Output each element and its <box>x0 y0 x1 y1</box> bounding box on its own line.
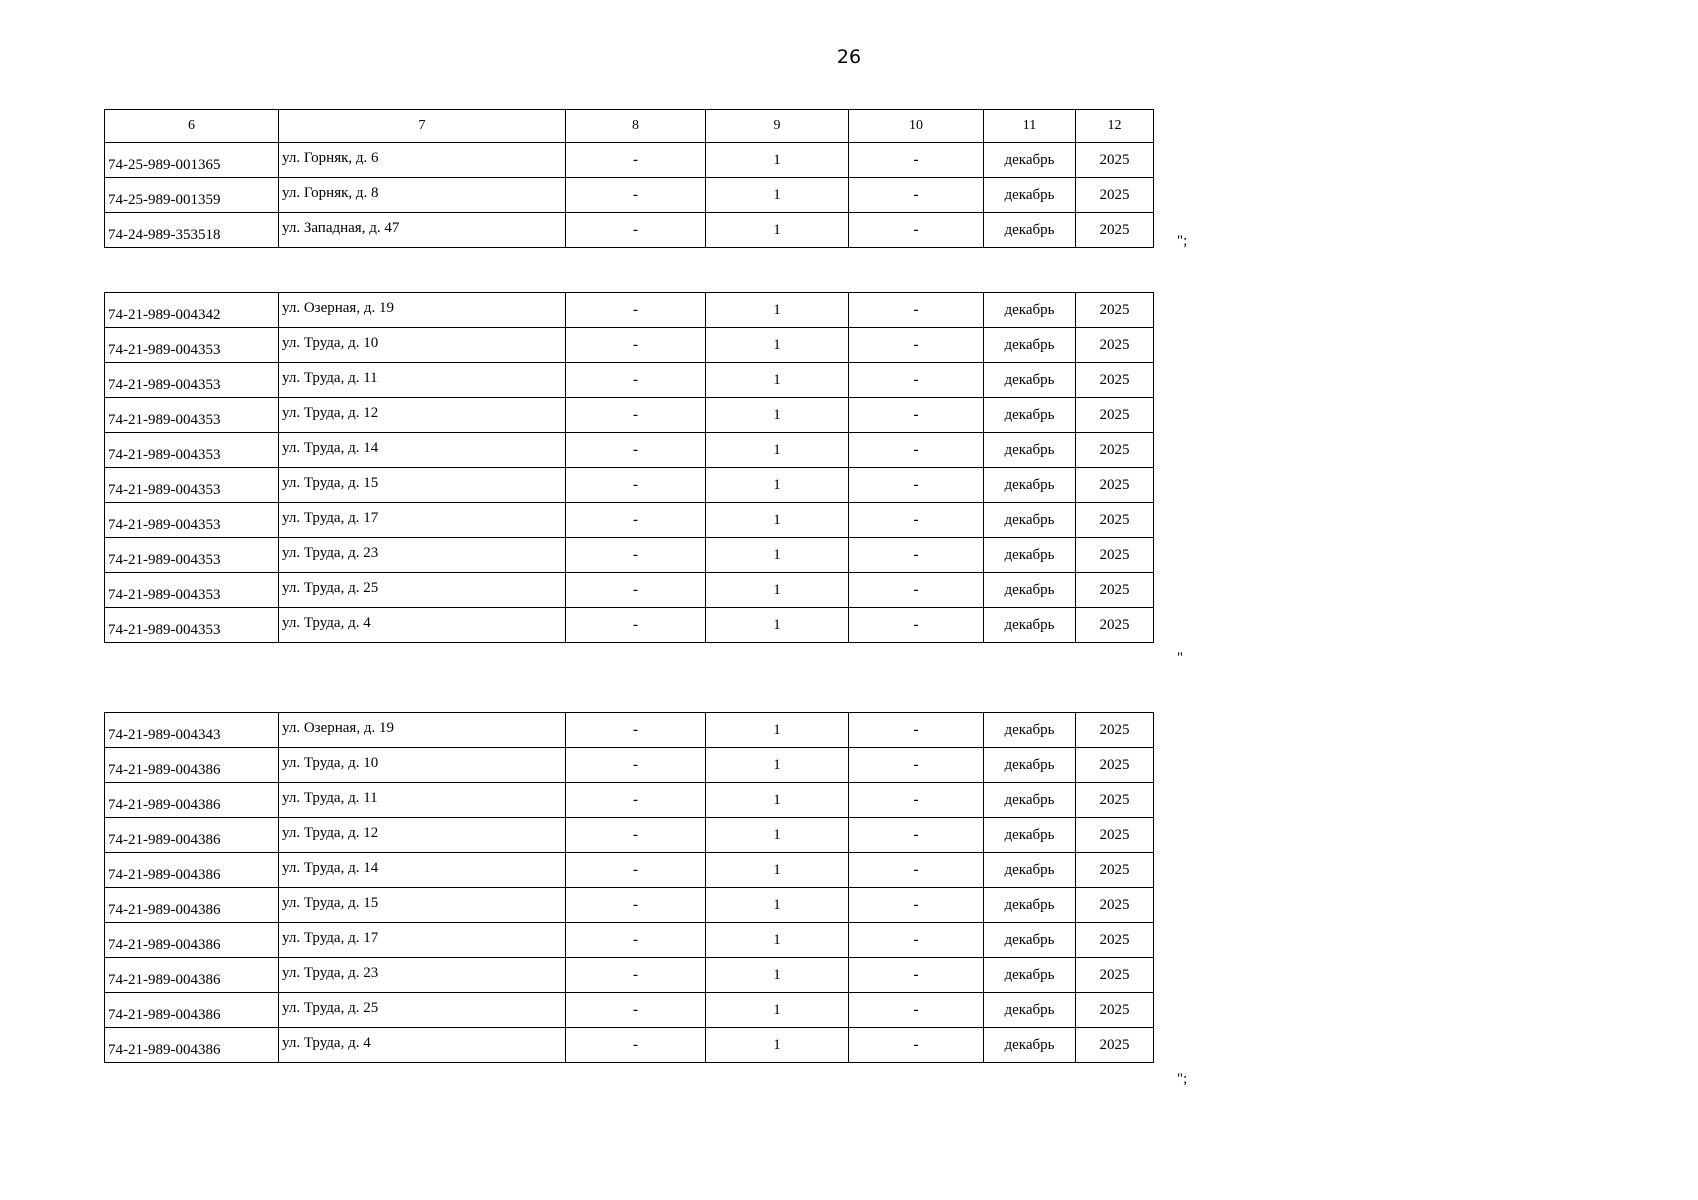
month-cell: декабрь <box>984 853 1076 888</box>
cadastral-number-cell: 74-21-989-004353 <box>105 398 279 433</box>
address-cell: ул. Труда, д. 17 <box>279 503 566 538</box>
cadastral-number-cell: 74-25-989-001359 <box>105 178 279 213</box>
column-9-cell: 1 <box>706 713 849 748</box>
column-9-cell: 1 <box>706 993 849 1028</box>
column-10-cell: - <box>849 853 984 888</box>
month-cell: декабрь <box>984 958 1076 993</box>
month-cell: декабрь <box>984 993 1076 1028</box>
cadastral-number-cell: 74-21-989-004386 <box>105 1028 279 1063</box>
column-10-cell: - <box>849 398 984 433</box>
column-9-cell: 1 <box>706 923 849 958</box>
year-cell: 2025 <box>1076 783 1154 818</box>
year-cell: 2025 <box>1076 328 1154 363</box>
page-number: 26 <box>836 46 862 68</box>
month-cell: декабрь <box>984 213 1076 248</box>
address-cell: ул. Труда, д. 25 <box>279 573 566 608</box>
year-cell: 2025 <box>1076 853 1154 888</box>
cadastral-number-cell: 74-21-989-004353 <box>105 538 279 573</box>
column-8-cell: - <box>566 573 706 608</box>
column-8-cell: - <box>566 328 706 363</box>
address-cell: ул. Труда, д. 12 <box>279 398 566 433</box>
column-number-header: 7 <box>279 110 566 143</box>
month-cell: декабрь <box>984 608 1076 643</box>
year-cell: 2025 <box>1076 888 1154 923</box>
table-row <box>105 783 1154 818</box>
address-cell: ул. Труда, д. 14 <box>279 433 566 468</box>
column-9-cell: 1 <box>706 213 849 248</box>
table-row <box>105 468 1154 503</box>
address-cell: ул. Западная, д. 47 <box>279 213 566 248</box>
year-cell: 2025 <box>1076 923 1154 958</box>
month-cell: декабрь <box>984 923 1076 958</box>
month-cell: декабрь <box>984 888 1076 923</box>
column-8-cell: - <box>566 433 706 468</box>
column-9-cell: 1 <box>706 783 849 818</box>
month-cell: декабрь <box>984 503 1076 538</box>
column-10-cell: - <box>849 143 984 178</box>
column-10-cell: - <box>849 608 984 643</box>
year-cell: 2025 <box>1076 1028 1154 1063</box>
column-number-header: 10 <box>849 110 984 143</box>
column-8-cell: - <box>566 923 706 958</box>
cadastral-number-cell: 74-21-989-004386 <box>105 958 279 993</box>
column-9-cell: 1 <box>706 573 849 608</box>
month-cell: декабрь <box>984 178 1076 213</box>
column-number-header: 12 <box>1076 110 1154 143</box>
year-cell: 2025 <box>1076 213 1154 248</box>
cadastral-number-cell: 74-21-989-004353 <box>105 363 279 398</box>
year-cell: 2025 <box>1076 608 1154 643</box>
column-9-cell: 1 <box>706 748 849 783</box>
column-10-cell: - <box>849 213 984 248</box>
table-row <box>105 293 1154 328</box>
column-10-cell: - <box>849 573 984 608</box>
month-cell: декабрь <box>984 328 1076 363</box>
year-cell: 2025 <box>1076 178 1154 213</box>
table-row <box>105 573 1154 608</box>
column-8-cell: - <box>566 1028 706 1063</box>
cadastral-number-cell: 74-21-989-004386 <box>105 923 279 958</box>
column-9-cell: 1 <box>706 608 849 643</box>
table-row <box>105 818 1154 853</box>
closing-quote-mark: "; <box>1177 233 1188 249</box>
month-cell: декабрь <box>984 713 1076 748</box>
column-10-cell: - <box>849 293 984 328</box>
column-8-cell: - <box>566 178 706 213</box>
table-row <box>105 503 1154 538</box>
cadastral-number-cell: 74-21-989-004353 <box>105 328 279 363</box>
cadastral-number-cell: 74-21-989-004386 <box>105 748 279 783</box>
cadastral-number-cell: 74-21-989-004353 <box>105 433 279 468</box>
cadastral-number-cell: 74-21-989-004386 <box>105 818 279 853</box>
year-cell: 2025 <box>1076 573 1154 608</box>
column-9-cell: 1 <box>706 538 849 573</box>
year-cell: 2025 <box>1076 818 1154 853</box>
schedule-table-2 <box>104 292 1154 643</box>
column-8-cell: - <box>566 888 706 923</box>
column-10-cell: - <box>849 468 984 503</box>
month-cell: декабрь <box>984 748 1076 783</box>
month-cell: декабрь <box>984 1028 1076 1063</box>
year-cell: 2025 <box>1076 398 1154 433</box>
table-row <box>105 608 1154 643</box>
year-cell: 2025 <box>1076 468 1154 503</box>
column-10-cell: - <box>849 1028 984 1063</box>
address-cell: ул. Озерная, д. 19 <box>279 293 566 328</box>
column-9-cell: 1 <box>706 328 849 363</box>
month-cell: декабрь <box>984 538 1076 573</box>
address-cell: ул. Труда, д. 4 <box>279 1028 566 1063</box>
year-cell: 2025 <box>1076 433 1154 468</box>
month-cell: декабрь <box>984 433 1076 468</box>
table-row <box>105 888 1154 923</box>
table-row <box>105 1028 1154 1063</box>
column-number-header: 6 <box>105 110 279 143</box>
column-9-cell: 1 <box>706 143 849 178</box>
address-cell: ул. Труда, д. 4 <box>279 608 566 643</box>
cadastral-number-cell: 74-21-989-004386 <box>105 783 279 818</box>
column-8-cell: - <box>566 293 706 328</box>
address-cell: ул. Труда, д. 25 <box>279 993 566 1028</box>
column-10-cell: - <box>849 328 984 363</box>
table-row <box>105 328 1154 363</box>
cadastral-number-cell: 74-24-989-353518 <box>105 213 279 248</box>
year-cell: 2025 <box>1076 713 1154 748</box>
cadastral-number-cell: 74-21-989-004386 <box>105 888 279 923</box>
header-row <box>105 110 1154 143</box>
column-9-cell: 1 <box>706 398 849 433</box>
column-10-cell: - <box>849 363 984 398</box>
column-10-cell: - <box>849 178 984 213</box>
month-cell: декабрь <box>984 398 1076 433</box>
column-8-cell: - <box>566 993 706 1028</box>
column-8-cell: - <box>566 143 706 178</box>
table-row <box>105 213 1154 248</box>
column-10-cell: - <box>849 538 984 573</box>
address-cell: ул. Труда, д. 11 <box>279 783 566 818</box>
year-cell: 2025 <box>1076 143 1154 178</box>
column-8-cell: - <box>566 213 706 248</box>
column-9-cell: 1 <box>706 468 849 503</box>
column-8-cell: - <box>566 608 706 643</box>
column-9-cell: 1 <box>706 853 849 888</box>
table-row <box>105 853 1154 888</box>
table-row <box>105 713 1154 748</box>
address-cell: ул. Труда, д. 15 <box>279 468 566 503</box>
closing-quote-mark: "; <box>1177 1071 1188 1087</box>
address-cell: ул. Горняк, д. 6 <box>279 143 566 178</box>
column-8-cell: - <box>566 538 706 573</box>
table-row <box>105 993 1154 1028</box>
address-cell: ул. Труда, д. 17 <box>279 923 566 958</box>
column-9-cell: 1 <box>706 888 849 923</box>
column-8-cell: - <box>566 748 706 783</box>
address-cell: ул. Труда, д. 23 <box>279 538 566 573</box>
column-8-cell: - <box>566 853 706 888</box>
address-cell: ул. Труда, д. 15 <box>279 888 566 923</box>
column-9-cell: 1 <box>706 1028 849 1063</box>
month-cell: декабрь <box>984 363 1076 398</box>
address-cell: ул. Труда, д. 12 <box>279 818 566 853</box>
month-cell: декабрь <box>984 818 1076 853</box>
column-number-header: 8 <box>566 110 706 143</box>
column-10-cell: - <box>849 433 984 468</box>
address-cell: ул. Труда, д. 10 <box>279 328 566 363</box>
year-cell: 2025 <box>1076 748 1154 783</box>
table-row <box>105 398 1154 433</box>
column-9-cell: 1 <box>706 503 849 538</box>
column-8-cell: - <box>566 468 706 503</box>
address-cell: ул. Горняк, д. 8 <box>279 178 566 213</box>
cadastral-number-cell: 74-21-989-004353 <box>105 608 279 643</box>
column-9-cell: 1 <box>706 178 849 213</box>
year-cell: 2025 <box>1076 293 1154 328</box>
column-8-cell: - <box>566 503 706 538</box>
year-cell: 2025 <box>1076 503 1154 538</box>
table-row <box>105 748 1154 783</box>
year-cell: 2025 <box>1076 993 1154 1028</box>
column-10-cell: - <box>849 783 984 818</box>
table-row <box>105 958 1154 993</box>
cadastral-number-cell: 74-21-989-004386 <box>105 853 279 888</box>
year-cell: 2025 <box>1076 538 1154 573</box>
address-cell: ул. Труда, д. 11 <box>279 363 566 398</box>
address-cell: ул. Труда, д. 14 <box>279 853 566 888</box>
column-8-cell: - <box>566 783 706 818</box>
cadastral-number-cell: 74-21-989-004353 <box>105 468 279 503</box>
cadastral-number-cell: 74-25-989-001365 <box>105 143 279 178</box>
year-cell: 2025 <box>1076 363 1154 398</box>
address-cell: ул. Труда, д. 10 <box>279 748 566 783</box>
table-row <box>105 433 1154 468</box>
schedule-table-1 <box>104 109 1154 248</box>
schedule-table-3 <box>104 712 1154 1063</box>
column-10-cell: - <box>849 923 984 958</box>
column-9-cell: 1 <box>706 363 849 398</box>
table-row <box>105 538 1154 573</box>
table-row <box>105 178 1154 213</box>
column-10-cell: - <box>849 503 984 538</box>
column-9-cell: 1 <box>706 818 849 853</box>
month-cell: декабрь <box>984 573 1076 608</box>
column-number-header: 11 <box>984 110 1076 143</box>
column-8-cell: - <box>566 398 706 433</box>
column-8-cell: - <box>566 818 706 853</box>
address-cell: ул. Озерная, д. 19 <box>279 713 566 748</box>
table-row <box>105 143 1154 178</box>
column-10-cell: - <box>849 993 984 1028</box>
column-8-cell: - <box>566 363 706 398</box>
closing-quote-mark: " <box>1177 650 1184 666</box>
column-10-cell: - <box>849 888 984 923</box>
cadastral-number-cell: 74-21-989-004386 <box>105 993 279 1028</box>
column-9-cell: 1 <box>706 958 849 993</box>
column-9-cell: 1 <box>706 293 849 328</box>
cadastral-number-cell: 74-21-989-004353 <box>105 573 279 608</box>
column-10-cell: - <box>849 748 984 783</box>
table-row <box>105 363 1154 398</box>
cadastral-number-cell: 74-21-989-004342 <box>105 293 279 328</box>
column-10-cell: - <box>849 958 984 993</box>
column-number-header: 9 <box>706 110 849 143</box>
table-row <box>105 923 1154 958</box>
year-cell: 2025 <box>1076 958 1154 993</box>
address-cell: ул. Труда, д. 23 <box>279 958 566 993</box>
month-cell: декабрь <box>984 143 1076 178</box>
cadastral-number-cell: 74-21-989-004353 <box>105 503 279 538</box>
column-10-cell: - <box>849 713 984 748</box>
month-cell: декабрь <box>984 293 1076 328</box>
column-10-cell: - <box>849 818 984 853</box>
month-cell: декабрь <box>984 783 1076 818</box>
column-9-cell: 1 <box>706 433 849 468</box>
column-8-cell: - <box>566 958 706 993</box>
month-cell: декабрь <box>984 468 1076 503</box>
cadastral-number-cell: 74-21-989-004343 <box>105 713 279 748</box>
column-8-cell: - <box>566 713 706 748</box>
